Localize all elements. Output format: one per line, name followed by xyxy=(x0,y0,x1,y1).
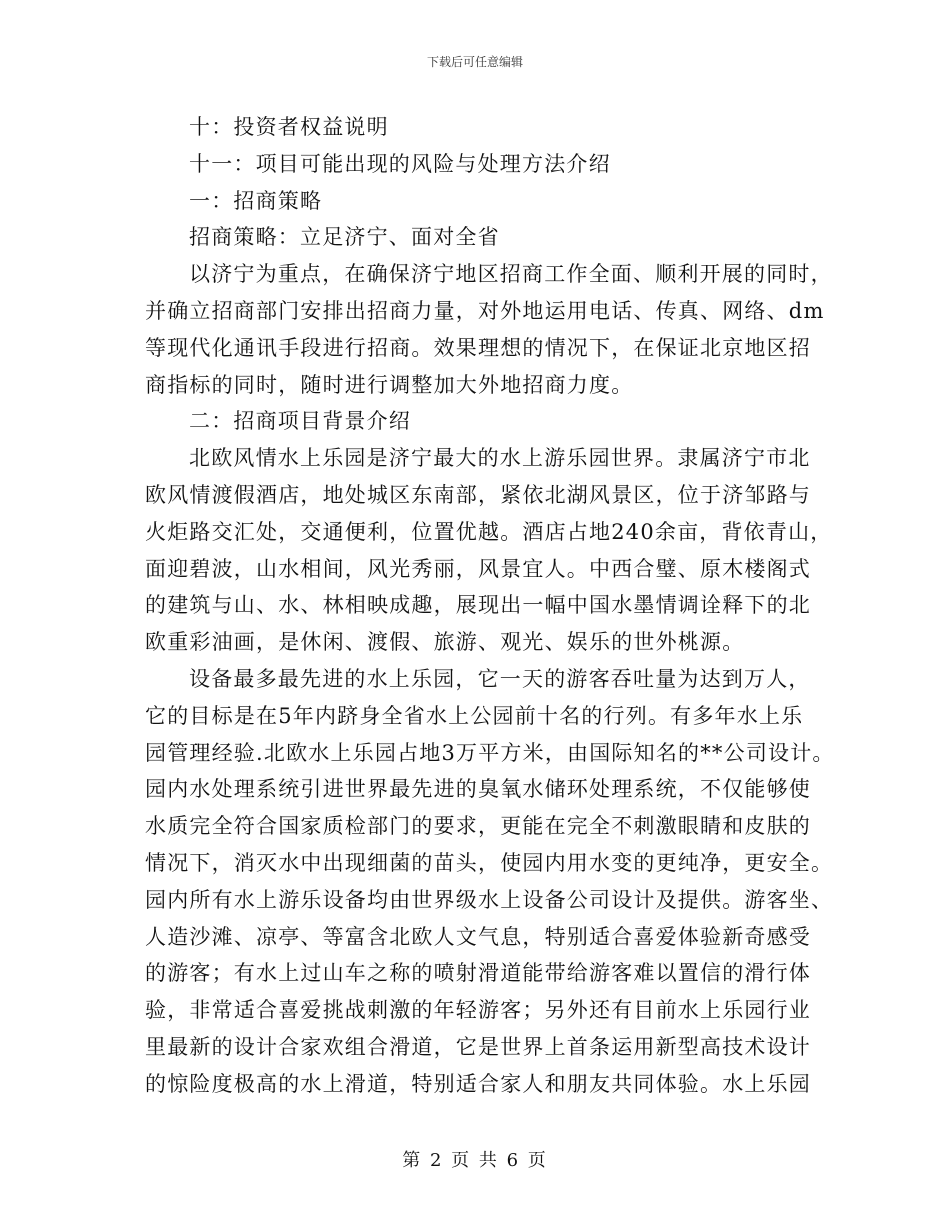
text-line: 里最新的设计合家欢组合滑道，它是世界上首条运用新型高技术设计 xyxy=(145,1034,811,1059)
text-line: 等现代化通讯手段进行招商。效果理想的情况下，在保证北京地区招 xyxy=(145,335,811,360)
page-number: 第 2 页 共 6 页 xyxy=(402,1150,548,1171)
text-line: 北欧风情水上乐园是济宁最大的水上游乐园世界。隶属济宁市北 xyxy=(189,446,811,471)
text-line: 的建筑与山、水、林相映成趣，展现出一幅中国水墨情调诠释下的北 xyxy=(145,593,811,618)
text-line: 招商策略：立足济宁、面对全省 xyxy=(189,225,500,250)
text-line: 二：招商项目背景介绍 xyxy=(189,409,411,434)
text-line: 商指标的同时，随时进行调整加大外地招商力度。 xyxy=(145,372,634,397)
text-line: 园内水处理系统引进世界最先进的臭氧水储环处理系统，不仅能够使 xyxy=(145,777,811,802)
text-line: 十一：项目可能出现的风险与处理方法介绍 xyxy=(189,151,611,176)
text-line: 欧重彩油画，是休闲、渡假、旅游、观光、娱乐的世外桃源。 xyxy=(145,630,745,655)
text-line: 设备最多最先进的水上乐园，它一天的游客吞吐量为达到万人， xyxy=(189,666,811,691)
text-line: 火炬路交汇处，交通便利，位置优越。酒店占地240余亩，背依青山， xyxy=(145,519,833,544)
text-line: 人造沙滩、凉亭、等富含北欧人文气息，特别适合喜爱体验新奇感受 xyxy=(145,924,811,949)
text-line: 一：招商策略 xyxy=(189,188,323,213)
text-line: 欧风情渡假酒店，地处城区东南部，紧依北湖风景区，位于济邹路与 xyxy=(145,482,811,507)
page-header-note: 下载后可任意编辑 xyxy=(426,55,523,69)
text-line: 它的目标是在5年内跻身全省水上公园前十名的行列。有多年水上乐 xyxy=(145,703,804,728)
text-line: 情况下，消灭水中出现细菌的苗头，使园内用水变的更纯净，更安全。 xyxy=(145,850,834,875)
text-line: 的惊险度极高的水上滑道，特别适合家人和朋友共同体验。水上乐园 xyxy=(145,1071,811,1096)
text-line: 并确立招商部门安排出招商力量，对外地运用电话、传真、网络、dm xyxy=(145,298,825,323)
text-line: 的游客；有水上过山车之称的喷射滑道能带给游客难以置信的滑行体 xyxy=(145,961,811,986)
text-line: 以济宁为重点，在确保济宁地区招商工作全面、顺利开展的同时， xyxy=(189,262,833,287)
text-line: 园内所有水上游乐设备均由世界级水上设备公司设计及提供。游客坐、 xyxy=(145,887,834,912)
text-line: 面迎碧波，山水相间，风光秀丽，风景宜人。中西合璧、原木楼阁式 xyxy=(145,556,811,581)
document-body xyxy=(145,109,835,1103)
text-line: 十：投资者权益说明 xyxy=(189,115,389,139)
text-line: 验，非常适合喜爱挑战刺激的年轻游客；另外还有目前水上乐园行业 xyxy=(145,998,811,1023)
text-line: 水质完全符合国家质检部门的要求，更能在完全不刺激眼睛和皮肤的 xyxy=(145,814,811,839)
text-line: 园管理经验.北欧水上乐园占地3万平方米，由国际知名的**公司设计。 xyxy=(145,740,835,765)
